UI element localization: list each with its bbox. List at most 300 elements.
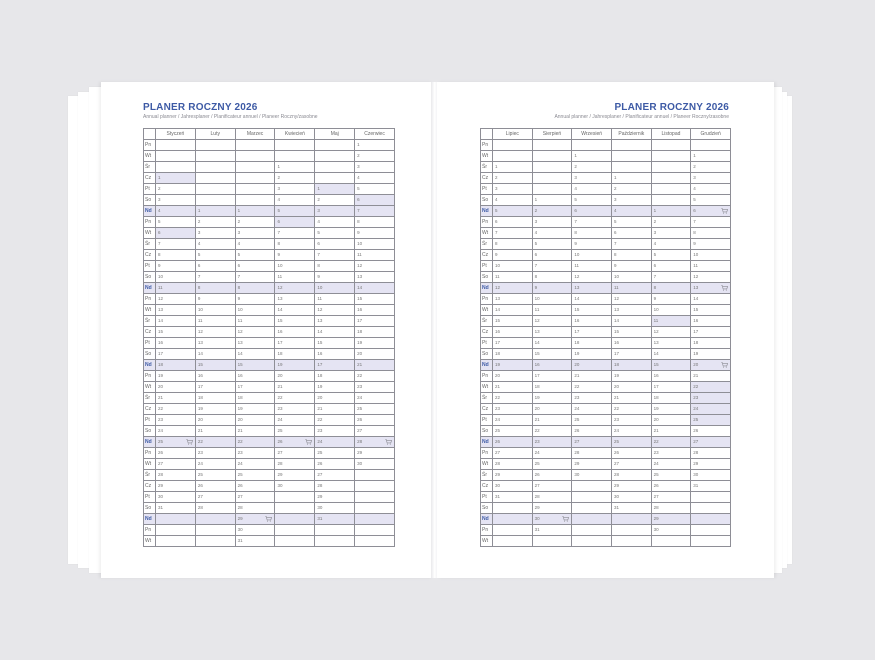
date-cell[interactable] bbox=[315, 371, 355, 382]
date-cell[interactable] bbox=[691, 349, 731, 360]
date-cell[interactable] bbox=[651, 360, 691, 371]
date-cell[interactable] bbox=[691, 327, 731, 338]
date-cell[interactable] bbox=[691, 426, 731, 437]
date-cell[interactable] bbox=[532, 327, 572, 338]
date-cell[interactable] bbox=[315, 173, 355, 184]
date-cell[interactable] bbox=[532, 426, 572, 437]
date-cell[interactable] bbox=[355, 250, 395, 261]
date-cell[interactable] bbox=[235, 195, 275, 206]
date-cell[interactable] bbox=[611, 404, 651, 415]
date-cell[interactable] bbox=[493, 250, 533, 261]
date-cell[interactable] bbox=[532, 459, 572, 470]
date-cell[interactable] bbox=[195, 294, 235, 305]
date-cell[interactable] bbox=[691, 217, 731, 228]
date-cell[interactable] bbox=[493, 305, 533, 316]
date-cell[interactable] bbox=[493, 294, 533, 305]
date-cell[interactable] bbox=[691, 305, 731, 316]
date-cell[interactable] bbox=[532, 503, 572, 514]
date-cell[interactable] bbox=[572, 393, 612, 404]
date-cell[interactable] bbox=[235, 184, 275, 195]
date-cell[interactable] bbox=[195, 327, 235, 338]
date-cell[interactable] bbox=[315, 250, 355, 261]
date-cell[interactable] bbox=[611, 382, 651, 393]
date-cell[interactable] bbox=[572, 448, 612, 459]
date-cell[interactable] bbox=[275, 250, 315, 261]
date-cell[interactable] bbox=[355, 426, 395, 437]
date-cell[interactable] bbox=[355, 393, 395, 404]
date-cell[interactable] bbox=[275, 360, 315, 371]
date-cell[interactable] bbox=[651, 470, 691, 481]
date-cell[interactable] bbox=[651, 283, 691, 294]
date-cell[interactable] bbox=[651, 459, 691, 470]
date-cell[interactable] bbox=[651, 404, 691, 415]
date-cell[interactable] bbox=[315, 316, 355, 327]
date-cell[interactable] bbox=[355, 162, 395, 173]
date-cell[interactable] bbox=[195, 184, 235, 195]
date-cell[interactable] bbox=[691, 404, 731, 415]
date-cell[interactable] bbox=[315, 393, 355, 404]
date-cell[interactable] bbox=[611, 525, 651, 536]
date-cell[interactable] bbox=[156, 426, 196, 437]
date-cell[interactable] bbox=[651, 481, 691, 492]
date-cell[interactable] bbox=[691, 514, 731, 525]
date-cell[interactable] bbox=[195, 283, 235, 294]
date-cell[interactable] bbox=[195, 261, 235, 272]
date-cell[interactable] bbox=[235, 481, 275, 492]
date-cell[interactable] bbox=[195, 338, 235, 349]
date-cell[interactable] bbox=[355, 151, 395, 162]
date-cell[interactable] bbox=[315, 162, 355, 173]
date-cell[interactable] bbox=[572, 536, 612, 547]
date-cell[interactable] bbox=[355, 195, 395, 206]
date-cell[interactable] bbox=[355, 459, 395, 470]
date-cell[interactable] bbox=[691, 448, 731, 459]
date-cell[interactable] bbox=[275, 470, 315, 481]
date-cell[interactable] bbox=[532, 239, 572, 250]
date-cell[interactable] bbox=[156, 393, 196, 404]
date-cell[interactable] bbox=[195, 206, 235, 217]
date-cell[interactable] bbox=[275, 492, 315, 503]
date-cell[interactable] bbox=[611, 415, 651, 426]
date-cell[interactable] bbox=[235, 239, 275, 250]
date-cell[interactable] bbox=[532, 404, 572, 415]
date-cell[interactable] bbox=[355, 283, 395, 294]
date-cell[interactable] bbox=[156, 503, 196, 514]
date-cell[interactable] bbox=[611, 206, 651, 217]
date-cell[interactable] bbox=[691, 140, 731, 151]
date-cell[interactable] bbox=[355, 228, 395, 239]
date-cell[interactable] bbox=[275, 239, 315, 250]
date-cell[interactable] bbox=[611, 393, 651, 404]
date-cell[interactable] bbox=[611, 536, 651, 547]
date-cell[interactable] bbox=[156, 184, 196, 195]
date-cell[interactable] bbox=[315, 426, 355, 437]
date-cell[interactable] bbox=[611, 228, 651, 239]
date-cell[interactable] bbox=[611, 437, 651, 448]
date-cell[interactable] bbox=[235, 250, 275, 261]
date-cell[interactable] bbox=[611, 514, 651, 525]
date-cell[interactable] bbox=[493, 437, 533, 448]
date-cell[interactable] bbox=[235, 470, 275, 481]
date-cell[interactable] bbox=[275, 140, 315, 151]
date-cell[interactable] bbox=[691, 459, 731, 470]
date-cell[interactable] bbox=[691, 261, 731, 272]
date-cell[interactable] bbox=[156, 151, 196, 162]
date-cell[interactable] bbox=[275, 371, 315, 382]
date-cell[interactable] bbox=[156, 349, 196, 360]
date-cell[interactable] bbox=[691, 360, 731, 371]
date-cell[interactable] bbox=[651, 184, 691, 195]
date-cell[interactable] bbox=[532, 162, 572, 173]
date-cell[interactable] bbox=[275, 283, 315, 294]
date-cell[interactable] bbox=[195, 250, 235, 261]
date-cell[interactable] bbox=[611, 349, 651, 360]
date-cell[interactable] bbox=[315, 184, 355, 195]
date-cell[interactable] bbox=[156, 536, 196, 547]
date-cell[interactable] bbox=[235, 305, 275, 316]
date-cell[interactable] bbox=[275, 393, 315, 404]
date-cell[interactable] bbox=[195, 437, 235, 448]
date-cell[interactable] bbox=[691, 338, 731, 349]
date-cell[interactable] bbox=[651, 514, 691, 525]
date-cell[interactable] bbox=[315, 448, 355, 459]
date-cell[interactable] bbox=[691, 525, 731, 536]
date-cell[interactable] bbox=[572, 371, 612, 382]
date-cell[interactable] bbox=[315, 470, 355, 481]
date-cell[interactable] bbox=[355, 316, 395, 327]
date-cell[interactable] bbox=[572, 437, 612, 448]
date-cell[interactable] bbox=[532, 283, 572, 294]
date-cell[interactable] bbox=[235, 217, 275, 228]
date-cell[interactable] bbox=[572, 382, 612, 393]
date-cell[interactable] bbox=[532, 382, 572, 393]
date-cell[interactable] bbox=[691, 393, 731, 404]
date-cell[interactable] bbox=[235, 525, 275, 536]
date-cell[interactable] bbox=[195, 481, 235, 492]
date-cell[interactable] bbox=[235, 448, 275, 459]
date-cell[interactable] bbox=[275, 217, 315, 228]
date-cell[interactable] bbox=[572, 206, 612, 217]
date-cell[interactable] bbox=[235, 393, 275, 404]
date-cell[interactable] bbox=[156, 525, 196, 536]
date-cell[interactable] bbox=[355, 481, 395, 492]
date-cell[interactable] bbox=[532, 371, 572, 382]
date-cell[interactable] bbox=[235, 404, 275, 415]
date-cell[interactable] bbox=[572, 228, 612, 239]
date-cell[interactable] bbox=[315, 459, 355, 470]
date-cell[interactable] bbox=[611, 283, 651, 294]
date-cell[interactable] bbox=[572, 283, 612, 294]
date-cell[interactable] bbox=[651, 371, 691, 382]
date-cell[interactable] bbox=[195, 393, 235, 404]
date-cell[interactable] bbox=[275, 525, 315, 536]
date-cell[interactable] bbox=[493, 272, 533, 283]
date-cell[interactable] bbox=[611, 459, 651, 470]
date-cell[interactable] bbox=[235, 173, 275, 184]
date-cell[interactable] bbox=[156, 481, 196, 492]
date-cell[interactable] bbox=[691, 437, 731, 448]
date-cell[interactable] bbox=[156, 217, 196, 228]
date-cell[interactable] bbox=[156, 371, 196, 382]
date-cell[interactable] bbox=[611, 173, 651, 184]
date-cell[interactable] bbox=[611, 184, 651, 195]
date-cell[interactable] bbox=[355, 404, 395, 415]
date-cell[interactable] bbox=[691, 294, 731, 305]
date-cell[interactable] bbox=[691, 228, 731, 239]
date-cell[interactable] bbox=[691, 536, 731, 547]
date-cell[interactable] bbox=[355, 217, 395, 228]
date-cell[interactable] bbox=[493, 349, 533, 360]
date-cell[interactable] bbox=[355, 294, 395, 305]
date-cell[interactable] bbox=[651, 261, 691, 272]
date-cell[interactable] bbox=[691, 492, 731, 503]
date-cell[interactable] bbox=[275, 162, 315, 173]
date-cell[interactable] bbox=[235, 283, 275, 294]
date-cell[interactable] bbox=[572, 162, 612, 173]
date-cell[interactable] bbox=[651, 206, 691, 217]
date-cell[interactable] bbox=[156, 294, 196, 305]
date-cell[interactable] bbox=[156, 514, 196, 525]
date-cell[interactable] bbox=[355, 360, 395, 371]
date-cell[interactable] bbox=[315, 151, 355, 162]
date-cell[interactable] bbox=[235, 514, 275, 525]
date-cell[interactable] bbox=[532, 228, 572, 239]
date-cell[interactable] bbox=[611, 448, 651, 459]
date-cell[interactable] bbox=[315, 327, 355, 338]
date-cell[interactable] bbox=[315, 360, 355, 371]
date-cell[interactable] bbox=[493, 327, 533, 338]
date-cell[interactable] bbox=[691, 173, 731, 184]
date-cell[interactable] bbox=[572, 338, 612, 349]
date-cell[interactable] bbox=[493, 316, 533, 327]
date-cell[interactable] bbox=[355, 338, 395, 349]
date-cell[interactable] bbox=[493, 162, 533, 173]
date-cell[interactable] bbox=[275, 327, 315, 338]
date-cell[interactable] bbox=[235, 228, 275, 239]
date-cell[interactable] bbox=[195, 151, 235, 162]
date-cell[interactable] bbox=[572, 492, 612, 503]
date-cell[interactable] bbox=[156, 173, 196, 184]
date-cell[interactable] bbox=[572, 404, 612, 415]
date-cell[interactable] bbox=[235, 503, 275, 514]
date-cell[interactable] bbox=[275, 448, 315, 459]
date-cell[interactable] bbox=[315, 140, 355, 151]
date-cell[interactable] bbox=[195, 404, 235, 415]
date-cell[interactable] bbox=[156, 492, 196, 503]
date-cell[interactable] bbox=[156, 162, 196, 173]
date-cell[interactable] bbox=[235, 360, 275, 371]
date-cell[interactable] bbox=[355, 503, 395, 514]
date-cell[interactable] bbox=[691, 184, 731, 195]
date-cell[interactable] bbox=[651, 338, 691, 349]
date-cell[interactable] bbox=[355, 382, 395, 393]
date-cell[interactable] bbox=[572, 261, 612, 272]
date-cell[interactable] bbox=[195, 470, 235, 481]
date-cell[interactable] bbox=[651, 294, 691, 305]
date-cell[interactable] bbox=[651, 327, 691, 338]
date-cell[interactable] bbox=[235, 426, 275, 437]
date-cell[interactable] bbox=[355, 140, 395, 151]
date-cell[interactable] bbox=[532, 151, 572, 162]
date-cell[interactable] bbox=[532, 206, 572, 217]
date-cell[interactable] bbox=[493, 371, 533, 382]
date-cell[interactable] bbox=[156, 338, 196, 349]
date-cell[interactable] bbox=[275, 382, 315, 393]
date-cell[interactable] bbox=[651, 503, 691, 514]
date-cell[interactable] bbox=[691, 151, 731, 162]
date-cell[interactable] bbox=[355, 327, 395, 338]
date-cell[interactable] bbox=[611, 426, 651, 437]
date-cell[interactable] bbox=[195, 492, 235, 503]
date-cell[interactable] bbox=[235, 140, 275, 151]
date-cell[interactable] bbox=[156, 261, 196, 272]
date-cell[interactable] bbox=[315, 525, 355, 536]
date-cell[interactable] bbox=[532, 536, 572, 547]
date-cell[interactable] bbox=[611, 503, 651, 514]
date-cell[interactable] bbox=[532, 360, 572, 371]
date-cell[interactable] bbox=[691, 283, 731, 294]
date-cell[interactable] bbox=[156, 448, 196, 459]
date-cell[interactable] bbox=[195, 217, 235, 228]
date-cell[interactable] bbox=[611, 360, 651, 371]
date-cell[interactable] bbox=[195, 162, 235, 173]
date-cell[interactable] bbox=[493, 459, 533, 470]
date-cell[interactable] bbox=[275, 228, 315, 239]
date-cell[interactable] bbox=[532, 261, 572, 272]
date-cell[interactable] bbox=[315, 382, 355, 393]
date-cell[interactable] bbox=[156, 316, 196, 327]
date-cell[interactable] bbox=[275, 294, 315, 305]
date-cell[interactable] bbox=[275, 316, 315, 327]
date-cell[interactable] bbox=[691, 503, 731, 514]
date-cell[interactable] bbox=[532, 448, 572, 459]
date-cell[interactable] bbox=[156, 305, 196, 316]
date-cell[interactable] bbox=[493, 140, 533, 151]
date-cell[interactable] bbox=[572, 481, 612, 492]
date-cell[interactable] bbox=[315, 338, 355, 349]
date-cell[interactable] bbox=[235, 316, 275, 327]
date-cell[interactable] bbox=[315, 217, 355, 228]
date-cell[interactable] bbox=[195, 448, 235, 459]
date-cell[interactable] bbox=[611, 316, 651, 327]
date-cell[interactable] bbox=[651, 239, 691, 250]
date-cell[interactable] bbox=[611, 492, 651, 503]
date-cell[interactable] bbox=[493, 514, 533, 525]
date-cell[interactable] bbox=[651, 349, 691, 360]
date-cell[interactable] bbox=[156, 360, 196, 371]
date-cell[interactable] bbox=[611, 239, 651, 250]
date-cell[interactable] bbox=[532, 492, 572, 503]
date-cell[interactable] bbox=[235, 338, 275, 349]
date-cell[interactable] bbox=[195, 239, 235, 250]
date-cell[interactable] bbox=[195, 272, 235, 283]
date-cell[interactable] bbox=[532, 294, 572, 305]
date-cell[interactable] bbox=[493, 338, 533, 349]
date-cell[interactable] bbox=[195, 195, 235, 206]
date-cell[interactable] bbox=[691, 250, 731, 261]
date-cell[interactable] bbox=[572, 349, 612, 360]
date-cell[interactable] bbox=[651, 151, 691, 162]
date-cell[interactable] bbox=[572, 514, 612, 525]
date-cell[interactable] bbox=[572, 140, 612, 151]
date-cell[interactable] bbox=[355, 371, 395, 382]
date-cell[interactable] bbox=[315, 481, 355, 492]
date-cell[interactable] bbox=[355, 536, 395, 547]
date-cell[interactable] bbox=[572, 217, 612, 228]
date-cell[interactable] bbox=[651, 448, 691, 459]
date-cell[interactable] bbox=[572, 151, 612, 162]
date-cell[interactable] bbox=[532, 481, 572, 492]
date-cell[interactable] bbox=[493, 415, 533, 426]
date-cell[interactable] bbox=[651, 426, 691, 437]
date-cell[interactable] bbox=[572, 470, 612, 481]
date-cell[interactable] bbox=[493, 426, 533, 437]
date-cell[interactable] bbox=[532, 140, 572, 151]
date-cell[interactable] bbox=[532, 338, 572, 349]
date-cell[interactable] bbox=[651, 536, 691, 547]
date-cell[interactable] bbox=[493, 195, 533, 206]
date-cell[interactable] bbox=[493, 360, 533, 371]
date-cell[interactable] bbox=[691, 162, 731, 173]
date-cell[interactable] bbox=[355, 173, 395, 184]
date-cell[interactable] bbox=[572, 195, 612, 206]
date-cell[interactable] bbox=[493, 525, 533, 536]
date-cell[interactable] bbox=[195, 503, 235, 514]
date-cell[interactable] bbox=[195, 525, 235, 536]
date-cell[interactable] bbox=[275, 415, 315, 426]
date-cell[interactable] bbox=[355, 492, 395, 503]
date-cell[interactable] bbox=[493, 184, 533, 195]
date-cell[interactable] bbox=[691, 195, 731, 206]
date-cell[interactable] bbox=[315, 492, 355, 503]
date-cell[interactable] bbox=[195, 305, 235, 316]
date-cell[interactable] bbox=[532, 470, 572, 481]
date-cell[interactable] bbox=[611, 371, 651, 382]
date-cell[interactable] bbox=[195, 360, 235, 371]
date-cell[interactable] bbox=[493, 503, 533, 514]
date-cell[interactable] bbox=[572, 415, 612, 426]
date-cell[interactable] bbox=[651, 415, 691, 426]
date-cell[interactable] bbox=[156, 239, 196, 250]
date-cell[interactable] bbox=[611, 305, 651, 316]
date-cell[interactable] bbox=[235, 371, 275, 382]
date-cell[interactable] bbox=[275, 173, 315, 184]
date-cell[interactable] bbox=[156, 140, 196, 151]
date-cell[interactable] bbox=[355, 415, 395, 426]
date-cell[interactable] bbox=[572, 305, 612, 316]
date-cell[interactable] bbox=[611, 481, 651, 492]
date-cell[interactable] bbox=[275, 404, 315, 415]
date-cell[interactable] bbox=[572, 272, 612, 283]
date-cell[interactable] bbox=[651, 217, 691, 228]
date-cell[interactable] bbox=[572, 239, 612, 250]
date-cell[interactable] bbox=[235, 294, 275, 305]
date-cell[interactable] bbox=[156, 437, 196, 448]
date-cell[interactable] bbox=[532, 415, 572, 426]
date-cell[interactable] bbox=[275, 305, 315, 316]
date-cell[interactable] bbox=[611, 162, 651, 173]
date-cell[interactable] bbox=[315, 415, 355, 426]
date-cell[interactable] bbox=[691, 206, 731, 217]
date-cell[interactable] bbox=[355, 305, 395, 316]
date-cell[interactable] bbox=[572, 360, 612, 371]
date-cell[interactable] bbox=[572, 294, 612, 305]
date-cell[interactable] bbox=[532, 437, 572, 448]
date-cell[interactable] bbox=[275, 151, 315, 162]
date-cell[interactable] bbox=[275, 272, 315, 283]
date-cell[interactable] bbox=[611, 338, 651, 349]
date-cell[interactable] bbox=[235, 437, 275, 448]
